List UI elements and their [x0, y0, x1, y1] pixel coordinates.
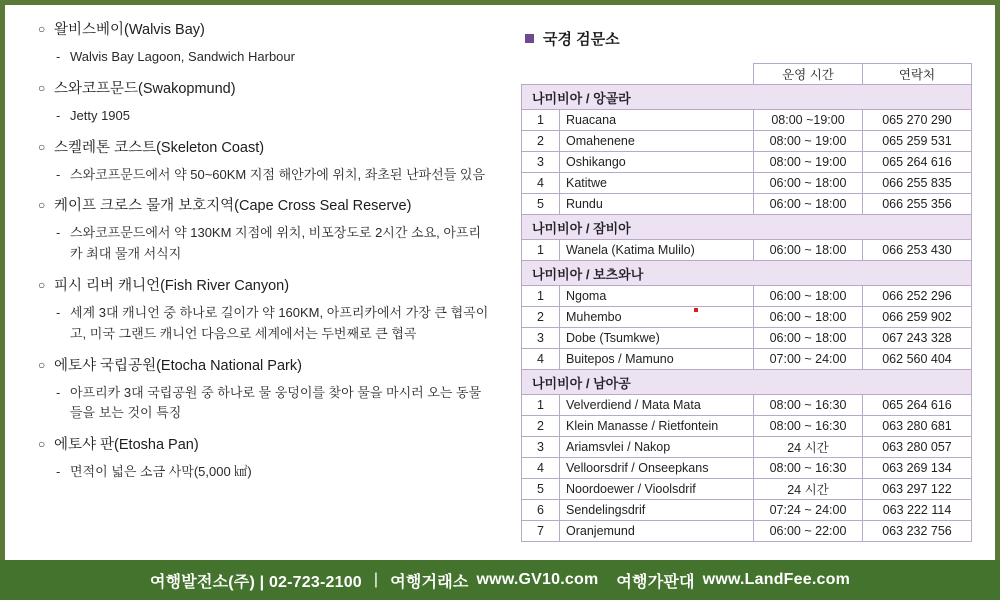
page-content	[10, 10, 1000, 565]
row-name: Katitwe	[560, 173, 754, 194]
row-num: 4	[522, 458, 560, 479]
table-row	[522, 458, 972, 479]
table-row	[522, 173, 972, 194]
section-label: 나미비아 / 보츠와나	[522, 261, 972, 286]
section-label: 나미비아 / 남아공	[522, 370, 972, 395]
row-num: 7	[522, 521, 560, 542]
table-section-header	[522, 370, 972, 395]
footer-separator: |	[373, 571, 379, 588]
dash-bullet-icon: -	[56, 225, 61, 241]
row-name: Sendelingsdrif	[560, 500, 754, 521]
bullet-level2-label: Jetty 1905	[70, 107, 130, 123]
row-hours: 06:00 ~ 18:00	[754, 194, 863, 215]
row-name: Rundu	[560, 194, 754, 215]
row-tel: 065 270 290	[863, 110, 972, 131]
bullet-group	[38, 79, 497, 127]
bullet-group	[38, 356, 497, 425]
row-num: 1	[522, 286, 560, 307]
border-posts-table	[521, 63, 972, 542]
circle-bullet-icon: ○	[38, 198, 46, 213]
bullet-level1	[38, 79, 497, 100]
row-hours: 07:00 ~ 24:00	[754, 349, 863, 370]
red-marker-dot	[694, 308, 698, 312]
bullet-level2	[56, 165, 497, 186]
right-column	[505, 10, 1000, 565]
bullet-level2	[56, 47, 497, 68]
table-row	[522, 152, 972, 173]
bullet-level1-label: 에토샤 국립공원(Etocha National Park)	[54, 357, 302, 374]
row-tel: 066 259 902	[863, 307, 972, 328]
table-section-header	[522, 215, 972, 240]
row-tel: 067 243 328	[863, 328, 972, 349]
row-tel: 065 264 616	[863, 395, 972, 416]
table-section-header	[522, 261, 972, 286]
header-blank-name	[560, 64, 754, 85]
bullet-level1	[38, 196, 497, 217]
square-bullet-icon	[525, 34, 534, 43]
section-title	[525, 28, 982, 49]
circle-bullet-icon: ○	[38, 278, 46, 293]
bullet-level1-label: 스와코프문드(Swakopmund)	[54, 80, 236, 97]
table-row	[522, 395, 972, 416]
table-row	[522, 194, 972, 215]
dash-bullet-icon: -	[56, 166, 61, 182]
row-num: 3	[522, 152, 560, 173]
row-num: 4	[522, 173, 560, 194]
row-num: 6	[522, 500, 560, 521]
footer-bar	[0, 560, 1000, 600]
row-num: 5	[522, 479, 560, 500]
section-label: 나미비아 / 앙골라	[522, 85, 972, 110]
table-row	[522, 286, 972, 307]
row-tel: 062 560 404	[863, 349, 972, 370]
table-row	[522, 328, 972, 349]
left-column	[10, 10, 505, 565]
bullet-level2-label: 스와코프문드에서 약 130KM 지점에 위치, 비포장도로 2시간 소요, 아프리카 최대 물개 서식지	[70, 225, 482, 262]
row-name: Wanela (Katima Mulilo)	[560, 240, 754, 261]
row-name: Noordoewer / Vioolsdrif	[560, 479, 754, 500]
row-tel: 066 255 835	[863, 173, 972, 194]
row-hours: 08:00 ~ 16:30	[754, 395, 863, 416]
row-name: Ariamsvlei / Nakop	[560, 437, 754, 458]
bullet-level1-label: 피시 리버 캐니언(Fish River Canyon)	[54, 278, 290, 295]
bullet-level1	[38, 20, 497, 41]
circle-bullet-icon: ○	[38, 139, 46, 154]
row-tel: 065 259 531	[863, 131, 972, 152]
section-title-label: 국경 검문소	[543, 31, 620, 48]
footer-site-gv10[interactable]: www.GV10.com	[476, 571, 599, 588]
dash-bullet-icon: -	[56, 107, 61, 123]
bullet-level1	[38, 435, 497, 456]
row-name: Ngoma	[560, 286, 754, 307]
header-hours: 운영 시간	[754, 64, 863, 85]
bullet-level2-label: Walvis Bay Lagoon, Sandwich Harbour	[70, 49, 295, 65]
row-num: 5	[522, 194, 560, 215]
table-row	[522, 110, 972, 131]
table-row	[522, 479, 972, 500]
bullet-level1-label: 스켈레톤 코스트(Skeleton Coast)	[54, 139, 265, 156]
bullet-level2-label: 세계 3대 캐니언 중 하나로 길이가 약 160KM, 아프리카에서 가장 큰 협곡이고, 미국 그랜드 캐니언 다음으로 세계에서는 두번째로 큰 협곡	[70, 305, 489, 341]
circle-bullet-icon: ○	[38, 22, 46, 36]
dash-bullet-icon: -	[56, 384, 61, 400]
row-tel: 063 269 134	[863, 458, 972, 479]
header-tel: 연락처	[863, 64, 972, 85]
row-tel: 066 253 430	[863, 240, 972, 261]
row-name: Oranjemund	[560, 521, 754, 542]
footer-company: 여행발전소(주) | 02-723-2100	[149, 573, 362, 591]
bullet-level1-label: 케이프 크로스 물개 보호지역(Cape Cross Seal Reserve)	[54, 198, 412, 215]
circle-bullet-icon: ○	[38, 437, 46, 452]
bullet-level2	[56, 223, 497, 265]
row-name: Velverdiend / Mata Mata	[560, 395, 754, 416]
row-num: 3	[522, 437, 560, 458]
bullet-level1	[38, 356, 497, 377]
table-row	[522, 131, 972, 152]
bullet-group	[38, 138, 497, 186]
row-num: 1	[522, 110, 560, 131]
row-tel: 063 280 057	[863, 437, 972, 458]
dash-bullet-icon: -	[56, 464, 61, 480]
row-tel: 063 280 681	[863, 416, 972, 437]
row-hours: 24 시간	[754, 479, 863, 500]
row-hours: 06:00 ~ 22:00	[754, 521, 863, 542]
row-name: Omahenene	[560, 131, 754, 152]
section-label: 나미비아 / 잠비아	[522, 215, 972, 240]
row-name: Buitepos / Mamuno	[560, 349, 754, 370]
table-row	[522, 521, 972, 542]
row-hours: 06:00 ~ 18:00	[754, 286, 863, 307]
footer-label-exchange: 여행거래소	[390, 573, 469, 591]
footer-label-stand: 여행가판대	[616, 573, 695, 591]
row-tel: 065 264 616	[863, 152, 972, 173]
row-num: 2	[522, 307, 560, 328]
row-num: 2	[522, 131, 560, 152]
bullet-level1	[38, 138, 497, 159]
table-row	[522, 437, 972, 458]
dash-bullet-icon: -	[56, 305, 61, 321]
bullet-level1	[38, 276, 497, 297]
row-num: 2	[522, 416, 560, 437]
bullet-group	[38, 20, 497, 68]
bullet-level2-label: 아프리카 3대 국립공원 중 하나로 물 웅덩이를 찾아 물을 마시러 오는 동물들을 보는 것이 특징	[70, 384, 482, 421]
table-row	[522, 500, 972, 521]
row-hours: 06:00 ~ 18:00	[754, 240, 863, 261]
bullet-level1-label: 에토샤 판(Etosha Pan)	[54, 437, 199, 454]
row-hours: 08:00 ~ 19:00	[754, 131, 863, 152]
row-hours: 06:00 ~ 18:00	[754, 328, 863, 349]
table-row	[522, 240, 972, 261]
table-section-header	[522, 85, 972, 110]
table-row	[522, 416, 972, 437]
dash-bullet-icon: -	[56, 49, 61, 65]
row-hours: 08:00 ~ 19:00	[754, 152, 863, 173]
row-tel: 063 222 114	[863, 500, 972, 521]
row-num: 1	[522, 395, 560, 416]
row-tel: 066 252 296	[863, 286, 972, 307]
row-name: Muhembo	[560, 307, 754, 328]
row-hours: 08:00 ~ 16:30	[754, 416, 863, 437]
row-name: Ruacana	[560, 110, 754, 131]
header-blank-num	[522, 64, 560, 85]
row-tel: 063 232 756	[863, 521, 972, 542]
row-hours: 07:24 ~ 24:00	[754, 500, 863, 521]
row-hours: 08:00 ~ 16:30	[754, 458, 863, 479]
table-row	[522, 307, 972, 328]
bullet-group	[38, 435, 497, 483]
row-num: 4	[522, 349, 560, 370]
bullet-group	[38, 196, 497, 265]
bullet-level2-label: 스와코프문드에서 약 50~60KM 지점 해안가에 위치, 좌초된 난파선들 있음	[70, 166, 486, 182]
footer-site-landfee[interactable]: www.LandFee.com	[702, 571, 850, 588]
row-name: Velloorsdrif / Onseepkans	[560, 458, 754, 479]
row-tel: 066 255 356	[863, 194, 972, 215]
bullet-level2	[56, 462, 497, 483]
row-tel: 063 297 122	[863, 479, 972, 500]
bullet-level2-label: 면적이 넓은 소금 사막(5,000 ㎢)	[70, 464, 252, 480]
row-num: 3	[522, 328, 560, 349]
bullet-level2	[56, 383, 497, 425]
bullet-level1-label: 왈비스베이(Walvis Bay)	[54, 22, 205, 38]
row-hours: 24 시간	[754, 437, 863, 458]
row-num: 1	[522, 240, 560, 261]
table-header-row	[522, 64, 972, 85]
table-row	[522, 349, 972, 370]
row-name: Oshikango	[560, 152, 754, 173]
bullet-level2	[56, 106, 497, 127]
row-hours: 06:00 ~ 18:00	[754, 173, 863, 194]
circle-bullet-icon: ○	[38, 357, 46, 372]
row-name: Dobe (Tsumkwe)	[560, 328, 754, 349]
row-hours: 06:00 ~ 18:00	[754, 307, 863, 328]
row-name: Klein Manasse / Rietfontein	[560, 416, 754, 437]
row-hours: 08:00 ~19:00	[754, 110, 863, 131]
bullet-level2	[56, 303, 497, 345]
bullet-group	[38, 276, 497, 345]
circle-bullet-icon: ○	[38, 80, 46, 95]
